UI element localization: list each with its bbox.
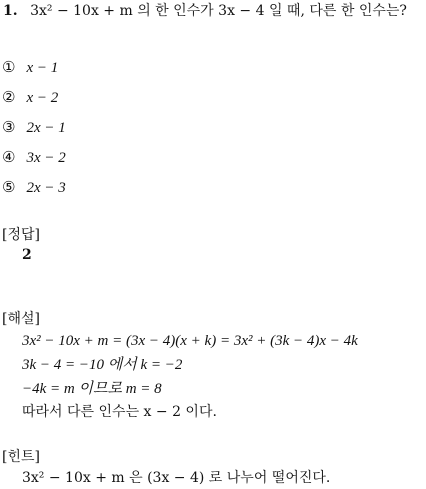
solution-line-4: 따라서 다른 인수는 x − 2 이다. (22, 404, 217, 420)
solution-line-2: 3k − 4 = −10 에서 k = −2 (22, 357, 183, 373)
option-mark: ① (2, 58, 16, 76)
option-mark: ③ (2, 118, 16, 136)
option-text: 3x − 2 (26, 150, 66, 166)
option-5[interactable] (2, 178, 66, 197)
option-4[interactable] (2, 148, 66, 167)
hint-text: 3x² − 10x + m 은 (3x − 4) 로 나누어 떨어진다. (22, 470, 331, 486)
solution-line-1: 3x² − 10x + m = (3x − 4)(x + k) = 3x² + (3k − 4)x − 4k (22, 333, 358, 349)
solution-label: [해설] (2, 311, 40, 327)
option-mark: ④ (2, 148, 16, 166)
option-text: x − 1 (26, 60, 59, 76)
option-2[interactable] (2, 88, 58, 107)
option-text: 2x − 1 (26, 120, 66, 136)
option-mark: ⑤ (2, 178, 16, 196)
answer-label: [정답] (2, 227, 40, 243)
question-number: 1. (3, 3, 18, 19)
option-mark: ② (2, 88, 16, 106)
question-line (3, 2, 407, 20)
option-text: x − 2 (26, 90, 59, 106)
question-text: 3x² − 10x + m 의 한 인수가 3x − 4 일 때, 다른 한 인수는? (30, 3, 407, 19)
hint-label: [힌트] (2, 449, 40, 465)
option-1[interactable] (2, 58, 58, 77)
solution-line-3: −4k = m 이므로 m = 8 (22, 381, 162, 397)
option-text: 2x − 3 (26, 180, 66, 196)
answer-value: 2 (22, 247, 32, 263)
option-3[interactable] (2, 118, 66, 137)
